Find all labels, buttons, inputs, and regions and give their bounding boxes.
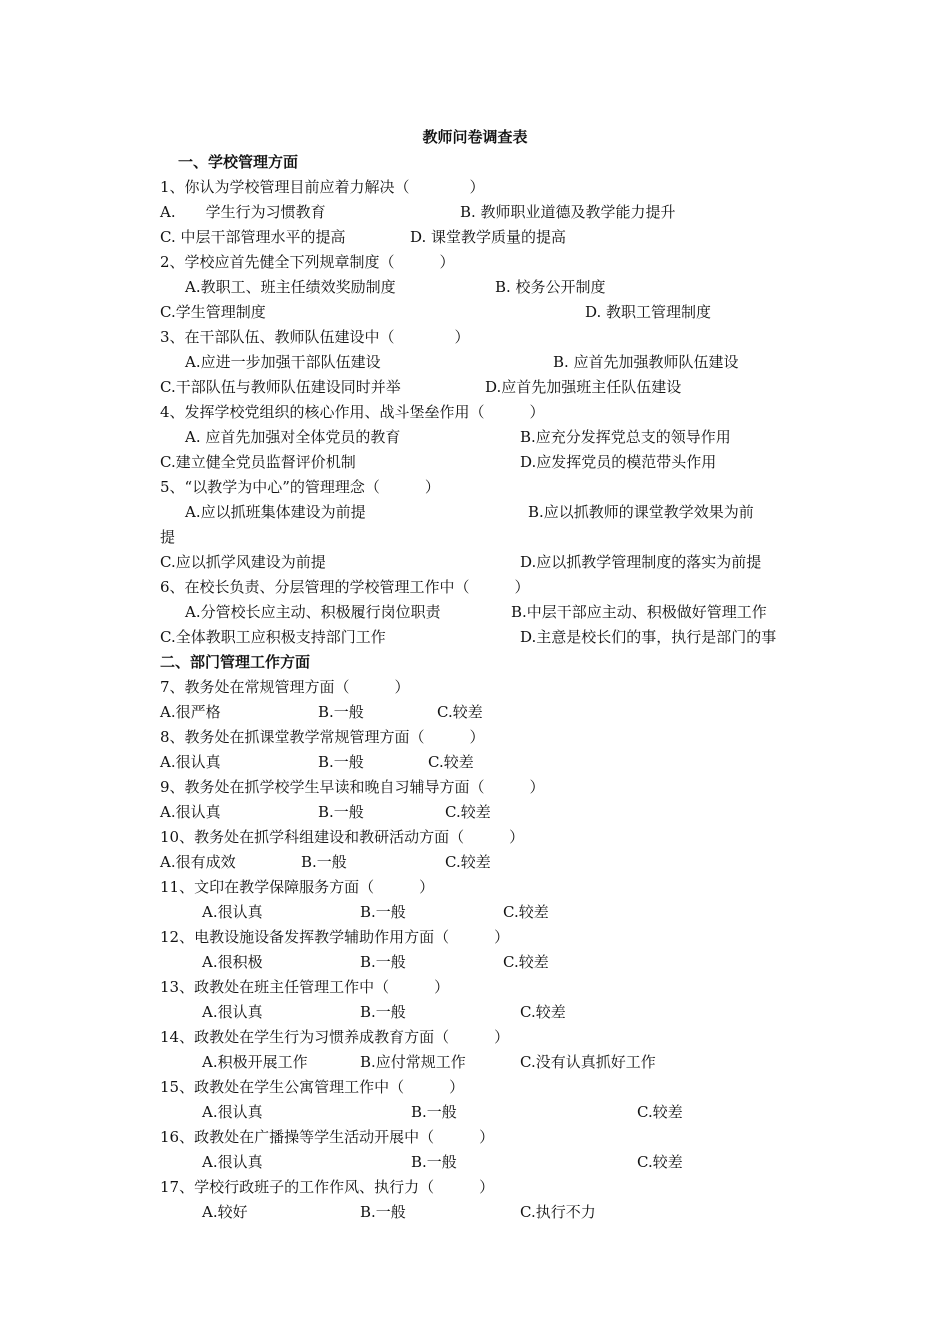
question-text: 5、“以教学为中心”的管理理念（ ）: [160, 478, 440, 496]
section-heading: 一、学校管理方面: [178, 153, 299, 171]
answer-option: B.一般: [411, 1153, 457, 1171]
answer-option: C.较差: [437, 703, 483, 721]
answer-option: B.一般: [360, 953, 406, 971]
answer-option: A.很认真: [160, 753, 221, 771]
question-text: 6、在校长负责、分层管理的学校管理工作中（ ）: [160, 578, 530, 596]
answer-option: C.较差: [503, 903, 549, 921]
answer-option: C. 中层干部管理水平的提高: [160, 228, 346, 246]
answer-option: A.分管校长应主动、积极履行岗位职责: [185, 603, 441, 621]
answer-option: C.应以抓学风建设为前提: [160, 553, 326, 571]
answer-option: B.一般: [318, 753, 364, 771]
answer-option: B.应以抓教师的课堂教学效果为前: [528, 503, 754, 521]
answer-option: A.很有成效: [160, 853, 236, 871]
answer-option: C.建立健全党员监督评价机制: [160, 453, 356, 471]
answer-option: D.应以抓教学管理制度的落实为前提: [520, 553, 762, 571]
answer-option: B.一般: [360, 1003, 406, 1021]
answer-option: B. 教师职业道德及教学能力提升: [460, 203, 676, 221]
answer-option: B.中层干部应主动、积极做好管理工作: [511, 603, 767, 621]
answer-option: B. 应首先加强教师队伍建设: [553, 353, 739, 371]
answer-option: C.较差: [445, 803, 491, 821]
question-text: 1、你认为学校管理目前应着力解决（ ）: [160, 178, 485, 196]
answer-option: B.一般: [411, 1103, 457, 1121]
answer-option: 提: [160, 528, 176, 546]
question-text: 4、发挥学校党组织的核心作用、战斗堡垒作用（ ）: [160, 403, 545, 421]
answer-option: A.很认真: [202, 1003, 263, 1021]
answer-option: C.较差: [428, 753, 474, 771]
answer-option: A.较好: [202, 1203, 248, 1221]
answer-option: B. 校务公开制度: [495, 278, 606, 296]
question-text: 10、教务处在抓学科组建设和教研活动方面（ ）: [160, 828, 525, 846]
answer-option: C.学生管理制度: [160, 303, 266, 321]
answer-option: B.应充分发挥党总支的领导作用: [520, 428, 731, 446]
answer-option: D.应首先加强班主任队伍建设: [485, 378, 682, 396]
answer-option: B.应付常规工作: [360, 1053, 466, 1071]
answer-option: C.较差: [520, 1003, 566, 1021]
answer-option: C.较差: [637, 1153, 683, 1171]
answer-option: A.很积极: [202, 953, 263, 971]
answer-option: A.应以抓班集体建设为前提: [185, 503, 366, 521]
answer-option: A.很认真: [202, 1103, 263, 1121]
question-text: 9、教务处在抓学校学生早读和晚自习辅导方面（ ）: [160, 778, 545, 796]
question-text: 7、教务处在常规管理方面（ ）: [160, 678, 410, 696]
answer-option: C.较差: [445, 853, 491, 871]
answer-option: A.很认真: [202, 903, 263, 921]
answer-option: A.很认真: [202, 1153, 263, 1171]
answer-option: D.应发挥党员的模范带头作用: [520, 453, 717, 471]
answer-option: C.全体教职工应积极支持部门工作: [160, 628, 386, 646]
answer-option: A.积极开展工作: [202, 1053, 308, 1071]
question-text: 17、学校行政班子的工作作风、执行力（ ）: [160, 1178, 495, 1196]
answer-option: D. 课堂教学质量的提高: [410, 228, 567, 246]
answer-option: A. 学生行为习惯教育: [160, 203, 326, 221]
question-text: 8、教务处在抓课堂教学常规管理方面（ ）: [160, 728, 485, 746]
answer-option: B.一般: [318, 703, 364, 721]
answer-option: A.很严格: [160, 703, 221, 721]
answer-option: B.一般: [301, 853, 347, 871]
question-text: 14、政教处在学生行为习惯养成教育方面（ ）: [160, 1028, 510, 1046]
answer-option: C.没有认真抓好工作: [520, 1053, 656, 1071]
document-title: 教师问卷调查表: [422, 128, 528, 146]
answer-option: A.应进一步加强干部队伍建设: [185, 353, 381, 371]
answer-option: B.一般: [318, 803, 364, 821]
question-text: 11、文印在教学保障服务方面（ ）: [160, 878, 435, 896]
answer-option: B.一般: [360, 1203, 406, 1221]
answer-option: D.主意是校长们的事，执行是部门的事: [520, 628, 777, 646]
question-text: 3、在干部队伍、教师队伍建设中（ ）: [160, 328, 470, 346]
question-text: 12、电教设施设备发挥教学辅助作用方面（ ）: [160, 928, 510, 946]
section-heading: 二、部门管理工作方面: [160, 653, 311, 671]
answer-option: D. 教职工管理制度: [585, 303, 712, 321]
question-text: 16、政教处在广播操等学生活动开展中（ ）: [160, 1128, 495, 1146]
question-text: 13、政教处在班主任管理工作中（ ）: [160, 978, 450, 996]
answer-option: C.较差: [503, 953, 549, 971]
question-text: 15、政教处在学生公寓管理工作中（ ）: [160, 1078, 465, 1096]
answer-option: C.干部队伍与教师队伍建设同时并举: [160, 378, 401, 396]
answer-option: A.很认真: [160, 803, 221, 821]
answer-option: A.教职工、班主任绩效奖励制度: [185, 278, 396, 296]
answer-option: C.较差: [637, 1103, 683, 1121]
answer-option: C.执行不力: [520, 1203, 596, 1221]
question-text: 2、学校应首先健全下列规章制度（ ）: [160, 253, 455, 271]
answer-option: B.一般: [360, 903, 406, 921]
answer-option: A. 应首先加强对全体党员的教育: [185, 428, 401, 446]
